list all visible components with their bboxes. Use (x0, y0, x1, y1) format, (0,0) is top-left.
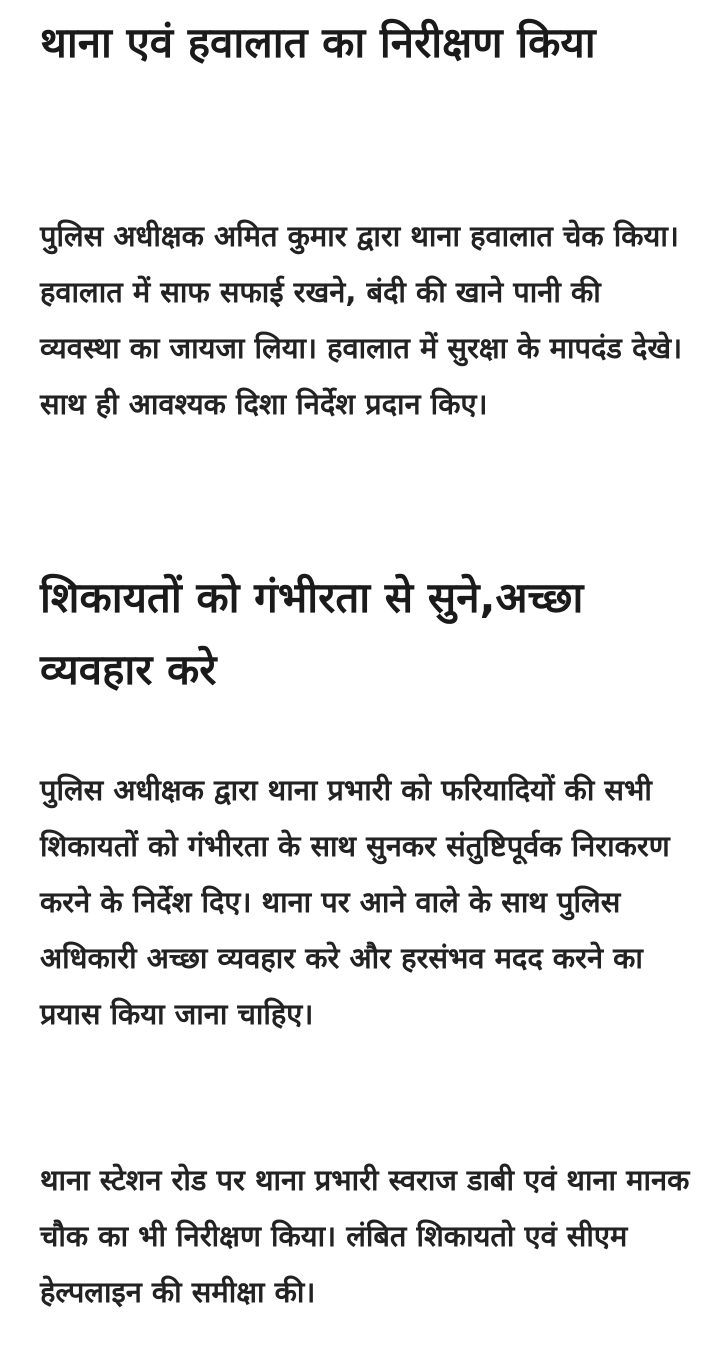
paragraph-station-review: थाना स्टेशन रोड पर थाना प्रभारी स्वराज डाबी एवं थाना मानक चौक का भी निरीक्षण किया। लंबित शिकायतो एवं सीएम हेल्पलाइन की समीक्षा की। (40, 1163, 690, 1309)
paragraph-inspection: पुलिस अधीक्षक अमित कुमार द्वारा थाना हवालात चेक किया। हवालात में साफ सफाई रखने, बंदी की खाने पानी की व्यवस्था का जायजा लिया। हवालात में सुरक्षा के मापदंड देखे। साथ ही आवश्यक दिशा निर्देश प्रदान किए। (40, 219, 683, 421)
paragraph-complaints: पुलिस अधीक्षक द्वारा थाना प्रभारी को फरियादियों की सभी शिकायतों को गंभीरता के साथ सुनकर संतुष्टिपूर्वक निराकरण करने के निर्देश दिए। थाना पर आने वाले के साथ पुलिस अधिकारी अच्छा व्यवहार करे और हरसंभव मदद करने का प्रयास किया जाना चाहिए। (40, 773, 670, 1031)
section-heading-complaints: शिकायतों को गंभीरता से सुने,अच्छा व्यवहार करे (40, 573, 584, 694)
section-heading-inspection: थाना एवं हवालात का निरीक्षण किया (40, 18, 596, 67)
